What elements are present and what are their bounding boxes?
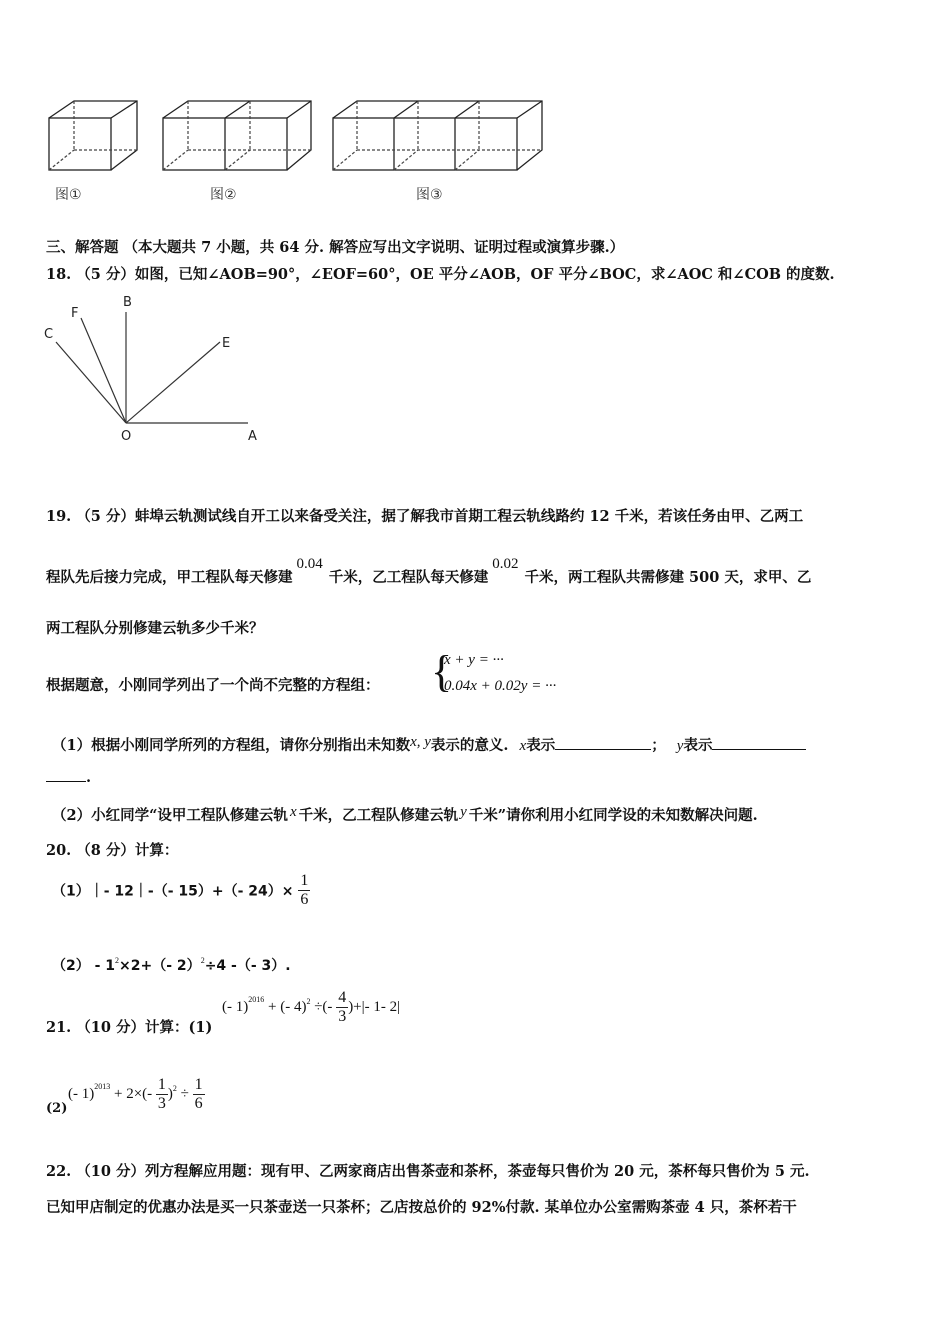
rate-b: 0.02 [492, 556, 519, 572]
question-20: 20. （8 分）计算： [46, 842, 179, 859]
label-b: B [123, 295, 132, 310]
prism-figure-3 [328, 96, 550, 178]
equation-2: 0.04x + 0.02y = ··· [444, 678, 557, 694]
blank-y-continued[interactable] [46, 767, 86, 782]
question-22-line1: 22. （10 分）列方程解应用题：现有甲、乙两家商店出售茶壶和茶杯，茶壶每只售价为 20 元，茶杯每只售价为 5 元. [46, 1163, 810, 1180]
label-f: F [71, 306, 79, 321]
angle-diagram [40, 290, 270, 450]
question-20-part2: $(2) - 1^2\times 2+(-$ 2）$^2$÷4 -（- 3）. [52, 956, 291, 974]
question-21: 21. （10 分）计算：(1) [46, 1019, 213, 1036]
prism-figure-2 [158, 96, 322, 178]
figure-caption-2: 图② [210, 187, 237, 203]
question-20-part1: （1）｜- 12｜-（- 15）+（- 24）× $\frac{1}{6}$ [52, 872, 309, 908]
label-e: E [222, 336, 231, 351]
rate-a: 0.04 [296, 556, 323, 572]
figure-caption-1: 图① [55, 187, 82, 203]
blank-x[interactable] [555, 735, 651, 750]
section-heading: 三、解答题 （本大题共 7 小题，共 64 分. 解答应写出文字说明、证明过程或演算步骤.） [46, 239, 625, 256]
prism-figure-1 [44, 96, 148, 178]
label-a: A [248, 429, 257, 444]
expression-21-2: (- 1)$^{2013}$ + 2×(- $\frac{1}{3}$ )$^2$ ÷ $\frac{1}{6}$ [68, 1076, 203, 1112]
question-19-line3: 两工程队分别修建云轨多少千米？ [46, 620, 264, 637]
question-21-part2-label: (2) [46, 1101, 68, 1116]
expression-21-1: (- 1)$^{2016}$ + (- 4)$^2$ ÷(- $\frac{4}{3}$ )+|- 1- 2| [222, 989, 401, 1025]
question-19-part1: （1）根据小刚同学所列的方程组，请你分别指出未知数x, y表示的意义. x表示 ； y表示 [52, 734, 806, 755]
equation-1: x + y = ··· [444, 652, 504, 668]
question-19-line2: 程队先后接力完成，甲工程队每天修建0.04千米，乙工程队每天修建0.02千米，两工程队共需修建 500 天，求甲、乙 [46, 556, 812, 586]
label-o: O [121, 429, 132, 444]
question-19-blank-continued: . [46, 767, 91, 786]
question-22-line2: 已知甲店制定的优惠办法是买一只茶壶送一只茶杯；乙店按总价的 92%付款. 某单位办公室需购茶壶 4 只，茶杯若干 [46, 1199, 797, 1216]
equation-brace: { [431, 647, 453, 696]
question-18: 18. （5 分）如图，已知∠AOB=90°，∠EOF=60°，OE 平分∠AOB，OF 平分∠BOC，求∠AOC 和∠COB 的度数. [46, 266, 835, 283]
equation-intro: 根据题意，小刚同学列出了一个尚不完整的方程组： [46, 677, 380, 694]
question-19-line1: 19. （5 分）蚌埠云轨测试线自开工以来备受关注，据了解我市首期工程云轨线路约 12 千米，若该任务由甲、乙两工 [46, 508, 804, 525]
question-19-part2: （2）小红同学“设甲工程队修建云轨 x 千米，乙工程队修建云轨 y 千米”请你利用小红同学设的未知数解决问题. [52, 804, 758, 824]
figure-caption-3: 图③ [416, 187, 443, 203]
label-c: C [44, 327, 54, 342]
blank-y[interactable] [712, 735, 806, 750]
